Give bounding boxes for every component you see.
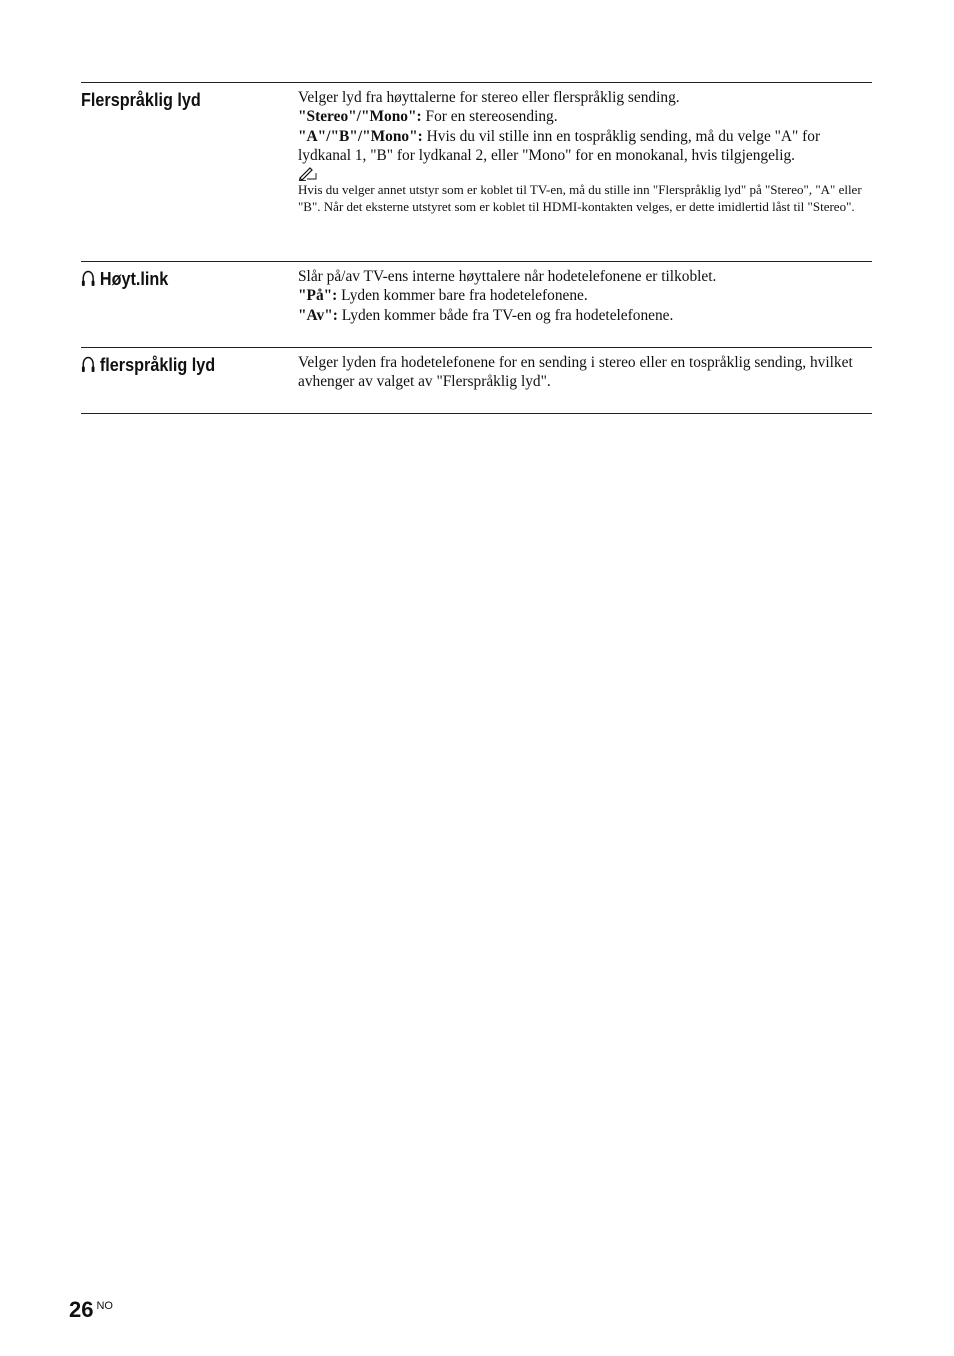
setting-row-speaker-link (81, 262, 872, 348)
setting-description (298, 262, 872, 347)
setting-term (81, 262, 276, 347)
setting-row-multilingual-sound (81, 83, 872, 262)
description-line: "Av": Lyden kommer både fra TV-en og fra hodetelefonene. (298, 306, 674, 324)
description-line: "Stereo"/"Mono": For en stereosending. (298, 108, 558, 126)
note-pencil-icon (298, 165, 318, 181)
setting-term-label: flerspråklig lyd (99, 355, 216, 375)
setting-term-label: Flerspråklig lyd (81, 90, 201, 110)
page-number: 26 (69, 1297, 94, 1322)
description-line: "A"/"B"/"Mono": Hvis du vil stille inn en tospråklig sending, må du velge "A" for lydkanal 1, "B" for lydkanal 2, eller "Mono" for en monokanal, hvis tilgjengelig. (298, 127, 821, 164)
setting-term (81, 348, 276, 413)
setting-term-label: Høyt.link (99, 269, 169, 289)
headphones-icon (81, 355, 95, 375)
setting-description (298, 348, 872, 413)
description-line: "På": Lyden kommer bare fra hodetelefonene. (298, 287, 588, 305)
settings-table (81, 82, 872, 414)
language-code: NO (96, 1300, 113, 1312)
page-footer (69, 1297, 113, 1323)
setting-row-headphone-multilingual-sound (81, 348, 872, 414)
headphones-icon (81, 269, 95, 289)
description-line: Velger lyd fra høyttalerne for stereo eller flerspråklig sending. (298, 89, 680, 106)
setting-description (298, 83, 872, 261)
setting-term (81, 83, 276, 261)
description-line: Velger lyden fra hodetelefonene for en sending i stereo eller en tospråklig sending, hvilket avhenger av valget av "Flerspråklig lyd". (298, 354, 853, 391)
description-line: Slår på/av TV-ens interne høyttalere når hodetelefonene er tilkoblet. (298, 268, 717, 285)
note-text: Hvis du velger annet utstyr som er koblet til TV-en, må du stille inn "Flerspråklig lyd" på "Stereo", "A" eller "B". Når det eksterne utstyret som er koblet til HDMI-kontakten velges, er dette imidlertid låst til "Stereo". (298, 182, 862, 215)
